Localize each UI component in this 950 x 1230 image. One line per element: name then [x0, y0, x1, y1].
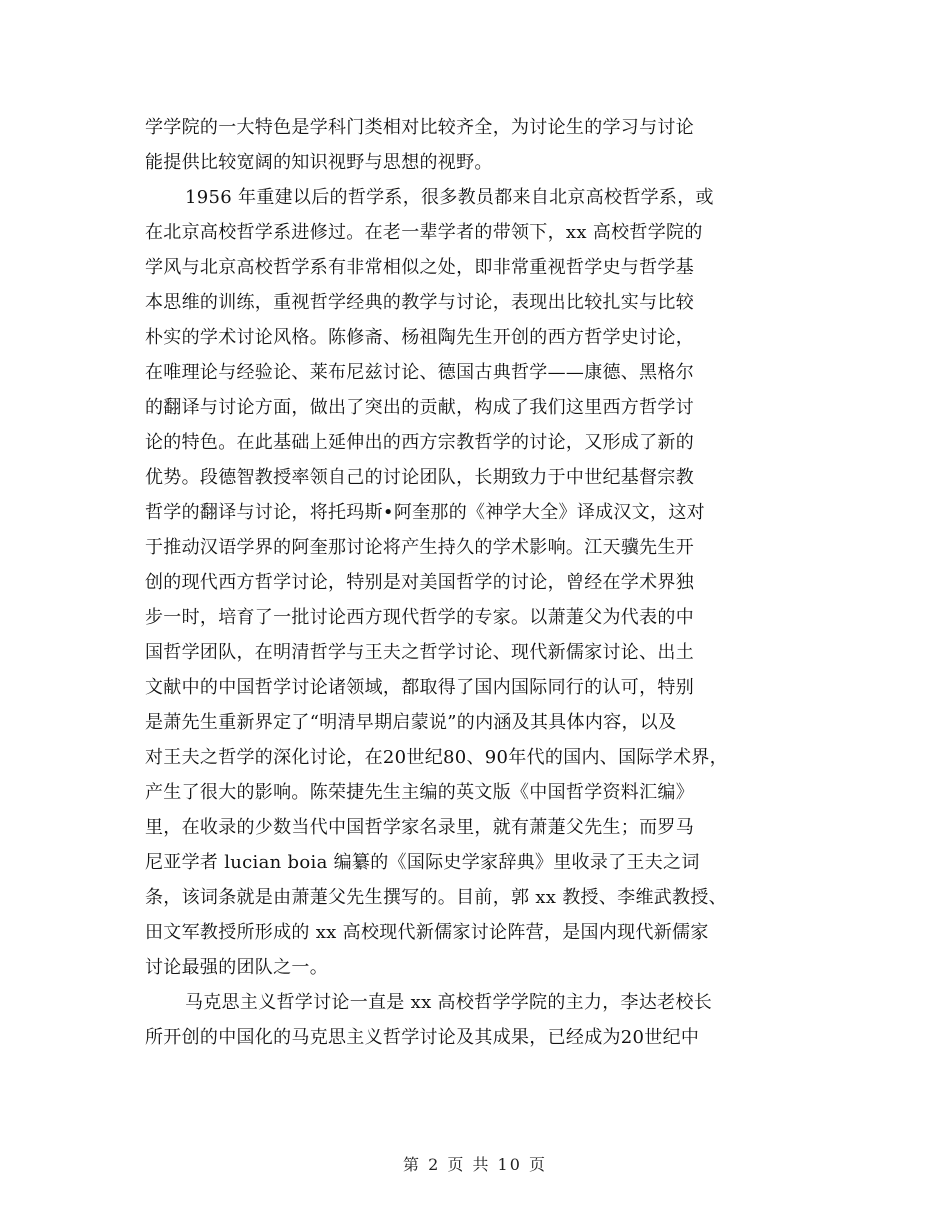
text-line: 对王夫之哲学的深化讨论，在20世纪80、90年代的国内、国际学术界，: [145, 747, 728, 768]
text-line: 本思维的训练，重视哲学经典的教学与讨论，表现出比较扎实与比较: [145, 292, 694, 313]
text-line: 朴实的学术讨论风格。陈修斋、杨祖陶先生开创的西方哲学史讨论，: [145, 327, 694, 348]
text-line: 里，在收录的少数当代中国哲学家名录里，就有萧萐父先生；而罗马: [145, 817, 694, 838]
text-line: 学风与北京高校哲学系有非常相似之处，即非常重视哲学史与哲学基: [145, 257, 694, 278]
text-line: 的翻译与讨论方面，做出了突出的贡献，构成了我们这里西方哲学讨: [145, 397, 694, 418]
page-footer: 第 2 页 共 10 页: [403, 1155, 547, 1174]
text-line: 田文军教授所形成的 xx 高校现代新儒家讨论阵营，是国内现代新儒家: [145, 922, 709, 943]
body-text: [145, 110, 845, 1055]
text-line: 产生了很大的影响。陈荣捷先生主编的英文版《中国哲学资料汇编》: [145, 782, 694, 803]
text-line: 论的特色。在此基础上延伸出的西方宗教哲学的讨论，又形成了新的: [145, 432, 694, 453]
text-line: 是萧先生重新界定了“明清早期启蒙说”的内涵及其具体内容，以及: [145, 712, 677, 733]
text-line: 在唯理论与经验论、莱布尼兹讨论、德国古典哲学——康德、黑格尔: [145, 362, 694, 383]
text-line: 创的现代西方哲学讨论，特别是对美国哲学的讨论，曾经在学术界独: [145, 572, 694, 593]
text-line: 尼亚学者 lucian boia 编纂的《国际史学家辞典》里收录了王夫之词: [145, 852, 700, 873]
text-line: 能提供比较宽阔的知识视野与思想的视野。: [145, 152, 493, 173]
text-line: 学学院的一大特色是学科门类相对比较齐全，为讨论生的学习与讨论: [145, 117, 694, 138]
text-line: 优势。段德智教授率领自己的讨论团队，长期致力于中世纪基督宗教: [145, 467, 694, 488]
text-line: 讨论最强的团队之一。: [145, 957, 328, 978]
text-line: 在北京高校哲学系进修过。在老一辈学者的带领下，xx 高校哲学院的: [145, 222, 703, 243]
text-line: 于推动汉语学界的阿奎那讨论将产生持久的学术影响。江天骥先生开: [145, 537, 694, 558]
text-line: 国哲学团队，在明清哲学与王夫之哲学讨论、现代新儒家讨论、出土: [145, 642, 694, 663]
text-line: 步一时，培育了一批讨论西方现代哲学的专家。以萧萐父为代表的中: [145, 607, 694, 628]
text-line: 所开创的中国化的马克思主义哲学讨论及其成果，已经成为20世纪中: [145, 1027, 700, 1048]
text-line: 1956 年重建以后的哲学系，很多教员都来自北京高校哲学系，或: [185, 187, 714, 208]
text-line: 马克思主义哲学讨论一直是 xx 高校哲学学院的主力，李达老校长: [185, 992, 713, 1013]
text-line: 哲学的翻译与讨论，将托玛斯•阿奎那的《神学大全》译成汉文，这对: [145, 502, 705, 523]
text-line: 文献中的中国哲学讨论诸领域，都取得了国内国际同行的认可，特别: [145, 677, 694, 698]
text-line: 条，该词条就是由萧萐父先生撰写的。目前，郭 xx 教授、李维武教授、: [145, 887, 727, 908]
